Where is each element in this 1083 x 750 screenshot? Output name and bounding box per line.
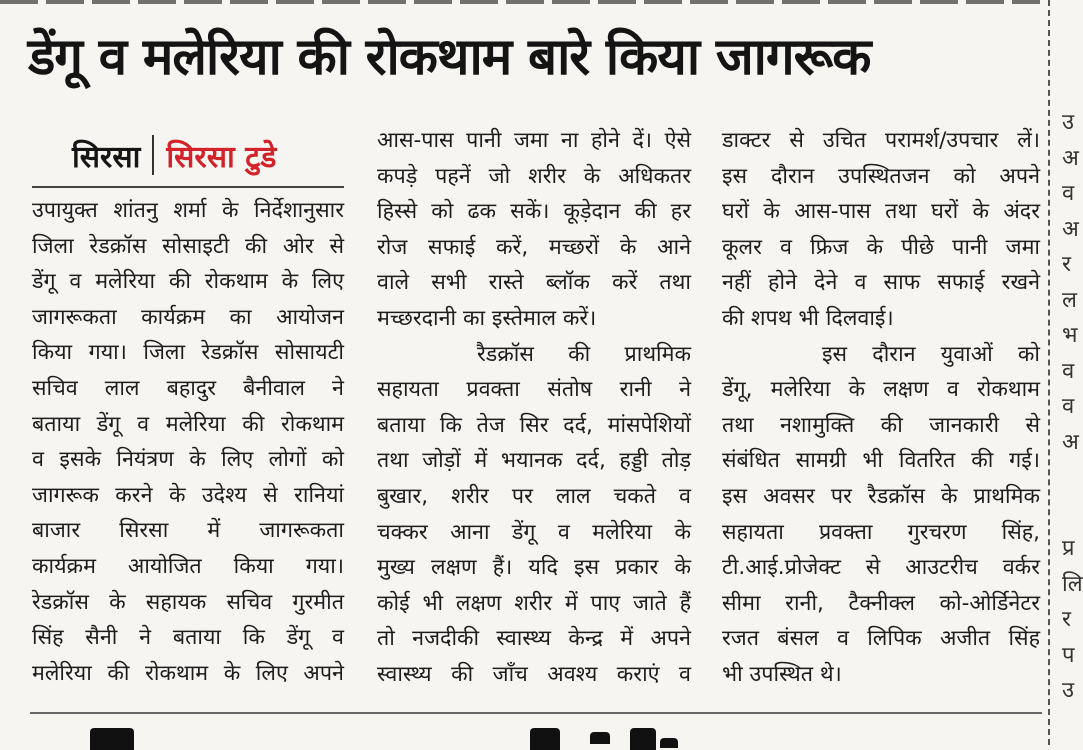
text-line: सचिव लाल बहादुर बैनीवाल ने [32,375,344,401]
edge-fragment: प [1062,642,1075,668]
edge-fragment: व [1062,394,1075,419]
text-line: रजत बंसल व लिपिक अजीत सिंह [722,626,1040,652]
dateline-city: सिरसा [72,139,141,175]
previous-article-strip [0,0,1040,10]
edge-fragment: व [1062,358,1075,384]
edge-fragment: अ [1062,429,1079,455]
text-line: कार्यक्रम आयोजित किया गया। [32,553,344,579]
edge-fragment: अ [1062,216,1079,242]
edge-fragment: भ [1062,323,1078,348]
edge-fragment: उ [1062,110,1075,135]
text-line: किया गया। जिला रेडक्रॉस सोसायटी [32,340,344,366]
edge-fragment: लि [1062,571,1083,597]
edge-fragment: ल [1062,287,1077,313]
text-line: इस दौरान युवाओं को [822,341,1040,367]
headline: डेंगू व मलेरिया की रोकथाम बारे किया जागरूक [28,28,871,87]
text-line: हिस्से को ढक सकें। कूड़ेदान की हर [377,199,691,225]
text-line: कोई भी लक्षण शरीर में पाए जाते हैं [377,590,691,616]
text-line: डेंगू व मलेरिया की रोकथाम के लिए [32,269,344,295]
text-line: कूलर व फ्रिज के पीछे पानी जमा [722,234,1040,260]
text-line: मुख्य लक्षण हैं। यदि इस प्रकार के [377,555,691,581]
text-line: बाजार सिरसा में जागरूकता [32,518,344,544]
text-line: डाक्टर से उचित परामर्श/उपचार लें। [722,128,1040,153]
edge-fragment [1062,460,1080,496]
text-line: रेडक्रॉस के सहायक सचिव गुरमीत [32,589,344,615]
edge-fragment: व [1062,181,1075,206]
text-line: मच्छरदानी का इस्तेमाल करें। [377,305,597,331]
text-line: बताया कि तेज सिर दर्द, मांसपेशियों [377,412,691,438]
text-line: भी उपस्थित थे। [722,661,842,687]
text-line: सहायता प्रवक्ता संतोष रानी ने [377,377,691,403]
edge-fragment: अ [1062,145,1079,171]
text-line: जिला रेडक्रॉस सोसाइटी की ओर से [32,233,344,259]
text-line: रोज सफाई करें, मच्छरों के आने [377,234,691,260]
text-line: जागरूकता कार्यक्रम का आयोजन [32,304,344,330]
text-line: स्वास्थ्य की जाँच अवश्य कराएं व [377,661,691,687]
text-line: तथा जोड़ों में भयानक दर्द, हड्डी तोड़ [377,448,691,474]
edge-fragment: र [1062,252,1071,277]
dateline-divider [152,135,154,175]
text-line: उपायुक्त शांतनु शर्मा के निर्देशानुसार [32,198,344,223]
text-line: जागरूक करने के उदेश्य से रानियां [32,482,344,508]
text-line: सीमा रानी, टैक्नीक्ल को-ओर्डिनेटर [722,590,1040,616]
text-line: नहीं होने देने व साफ सफाई रखने [722,270,1040,296]
text-line: डेंगू, मलेरिया के लक्षण व रोकथाम [722,377,1040,403]
text-line: वाले सभी रास्ते ब्लॉक करें तथा [377,270,691,296]
text-line: इस दौरान उपस्थितजन को अपने [722,163,1040,189]
adjacent-article-edge [1062,105,1083,745]
text-line: तो नजदीकी स्वास्थ्य केन्द्र में अपने [377,626,691,652]
article-column-3 [722,123,1040,693]
text-line: मलेरिया की रोकथाम के लिए अपने [32,660,344,686]
text-line: सहायता प्रवक्ता गुरचरण सिंह, [722,519,1040,545]
text-line: संबंधित सामग्री भी वितरित की गई। [722,448,1040,474]
article-column-2 [377,123,691,693]
next-headline-cropped [90,718,1040,748]
text-line: टी.आई.प्रोजेक्ट से आउटरीच वर्कर [722,555,1040,581]
text-line: सिंह सैनी ने बताया कि डेंगू व [32,625,344,651]
text-line: चक्कर आना डेंगू व मलेरिया के [377,519,691,545]
text-line: बताया डेंगू व मलेरिया की रोकथाम [32,411,344,437]
text-line: तथा नशामुक्ति की जानकारी से [722,412,1040,438]
text-line: रैडक्रॉस की प्राथमिक [477,341,691,367]
dateline-rule [32,186,344,188]
bottom-rule [30,712,1042,714]
column-separator-dashed [1048,0,1050,745]
text-line: व इसके नियंत्रण के लिए लोगों को [32,447,344,473]
text-line: आस-पास पानी जमा ना होने दें। ऐसे [377,128,691,153]
text-line: कपड़े पहनें जो शरीर के अधिकतर [377,163,691,189]
dateline-paper: सिरसा टुडे [166,139,277,175]
text-line: बुखार, शरीर पर लाल चकते व [377,483,691,509]
article-column-1 [32,193,344,691]
text-line: की शपथ भी दिलवाई। [722,305,894,331]
dateline [32,125,344,185]
edge-fragment [1062,496,1080,532]
text-line: घरों के आस-पास तथा घरों के अंदर [722,199,1040,225]
edge-fragment: र [1062,607,1071,632]
text-line: इस अवसर पर रैडक्रॉस के प्राथमिक [722,483,1040,509]
edge-fragment: प्र [1062,536,1075,561]
edge-fragment: उ [1062,678,1075,703]
